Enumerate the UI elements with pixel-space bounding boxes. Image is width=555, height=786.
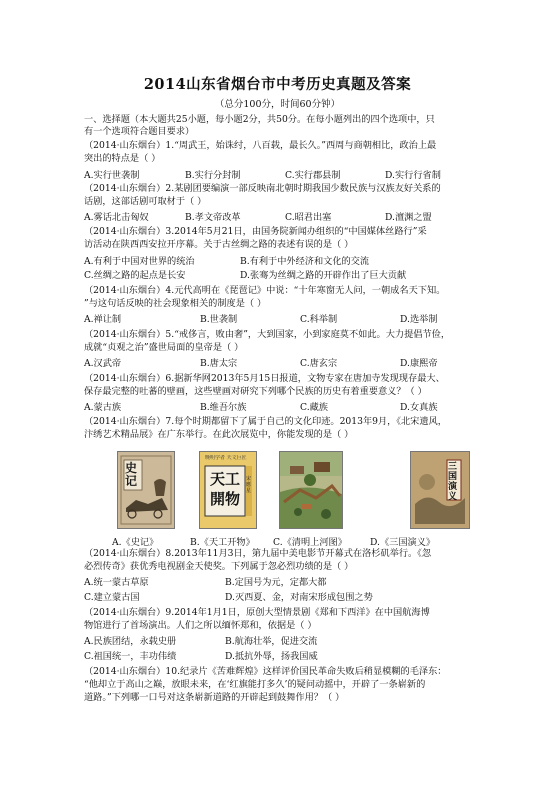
tiangong-top-text: 晚明学者 天文巨匠 <box>205 455 247 461</box>
image-caption-d: D.《三国演义》 <box>370 537 436 548</box>
option-q3-d: D.张骞为丝绸之路的开辟作出了巨大贡献 <box>240 270 407 281</box>
text-line: （2014·山东烟台）10.纪录片《苦难辉煌》这样评价国民革命失败后稍显模糊的毛泽东： <box>84 666 447 677</box>
option-q8-d: D.灭西夏、金，对南宋形成包围之势 <box>225 592 373 603</box>
text-line: 突出的特点是（ ） <box>84 153 161 164</box>
option-q5-a: A.汉武帝 <box>84 358 122 369</box>
option-q9-c: C.祖国统一，丰功伟绩 <box>84 651 177 662</box>
text-line: 一、选择题（本大题共25小题，每小题2分，共50分。在每小题列出的四个选项中，只 <box>84 114 435 125</box>
tiangong-cover-author: 宋應星 <box>246 476 252 494</box>
text-line: （2014·山东烟台）4.元代高明在《琵琶记》中说：“十年寒窗无人问，一朝成名天下知。 <box>84 285 446 296</box>
option-q2-c: C.昭君出塞 <box>285 212 332 223</box>
option-q2-d: D.澶渊之盟 <box>385 212 432 223</box>
shiji-cover-title: 史记 <box>125 461 138 488</box>
option-q9-d: D.抵抗外辱，扬我国威 <box>225 651 318 662</box>
option-q8-b: B.定国号为元，定都大都 <box>225 577 327 588</box>
text-line: 道路。”下列哪一口号对这条崭新道路的开辟起到鼓舞作用？（ ） <box>84 692 345 703</box>
text-line: （2014·山东烟台）6.据新华网2013年5月15日报道，文物专家在唐加寺发现现存最大、 <box>84 373 445 384</box>
text-line: （2014·山东烟台）5.“戒侈言，败由奢”，大到国家，小到家庭莫不如此。大力提倡节俭， <box>84 329 451 340</box>
text-line: （2014·山东烟台）9.2014年1月1日，原创大型情景剧《郑和下西洋》在中国航海博 <box>84 607 430 618</box>
text-line: 成就“贞观之治”盛世局面的皇帝是（ ） <box>84 342 244 353</box>
option-q6-a: A.蒙古族 <box>84 402 122 413</box>
option-q1-d: D.实行行省制 <box>385 170 441 181</box>
option-q4-a: A.禅让制 <box>84 314 122 325</box>
option-q5-b: B.唐太宗 <box>200 358 238 369</box>
option-q3-a: A.有利于中国对世界的统治 <box>84 256 195 267</box>
image-caption-b: B.《天工开物》 <box>190 537 255 548</box>
text-line: （2014·山东烟台）7.每个时期都留下了属于自己的文化印迹。2013年9月，《北宋遗风， <box>84 416 447 427</box>
tiangong-kaiwu-book-image <box>199 451 257 529</box>
text-line: （2014·山东烟台）8.2013年11月3日，第九届中美电影节开幕式在洛杉矶举行。《忽 <box>84 548 432 559</box>
text-line: 必烈传奇》获优秀电视剧金天使奖。下列属于忽必烈功绩的是（ ） <box>84 561 354 572</box>
image-caption-a: A.《史记》 <box>112 537 159 548</box>
option-q4-b: B.世袭制 <box>200 314 238 325</box>
text-line: 访活动在陕西西安拉开序幕。关于古丝绸之路的表述有误的是（ ） <box>84 239 354 250</box>
sanguo-yanyi-book-image <box>410 451 470 529</box>
sanguo-cover-title: 三国演义 <box>448 462 458 502</box>
option-q8-c: C.建立蒙古国 <box>84 592 140 603</box>
text-line: ”与这句话反映的社会现象相关的制度是（ ） <box>84 298 267 309</box>
option-q1-b: B.实行分封制 <box>185 170 241 181</box>
text-line: “他却立于高山之巅，放眼未来，在‘红旗能打多久’的疑问动摇中，开辟了一条崭新的 <box>84 679 426 690</box>
option-q6-c: C.藏族 <box>300 402 328 413</box>
option-q4-c: C.科举制 <box>300 314 338 325</box>
tiangong-cover-title: 天工開物 <box>209 470 240 508</box>
option-q9-b: B.航海壮举，促进交流 <box>225 636 318 647</box>
option-q5-c: C.唐玄宗 <box>300 358 338 369</box>
option-q8-a: A.统一蒙古草原 <box>84 577 149 588</box>
option-q6-d: D.女真族 <box>400 402 438 413</box>
text-line: 物馆进行了首场演出。人们之所以缅怀郑和，依据是（ ） <box>84 620 317 631</box>
page-title: 2014山东省烟台市中考历史真题及答案 <box>143 76 412 93</box>
option-q5-d: D.康熙帝 <box>400 358 438 369</box>
option-q3-b: B.有利于中外经济和文化的交流 <box>240 256 370 267</box>
option-q3-c: C.丝绸之路的起点是长安 <box>84 270 186 281</box>
option-q2-a: A.雾话北击匈奴 <box>84 212 149 223</box>
option-q4-d: D.选举制 <box>400 314 438 325</box>
text-line: （2014·山东烟台）1.“周武王，始诛纣，八百载，最长久。”西周与商朝相比，政治上最 <box>84 140 437 151</box>
image-caption-c: C.《清明上河图》 <box>273 537 347 548</box>
text-line: 保存最完整的吐蕃的壁画，这些壁画对研究下列哪个民族的历史有着重要意义？（ ） <box>84 386 427 397</box>
option-q1-c: C.实行郡县制 <box>285 170 341 181</box>
text-line: （2014·山东烟台）3.2014年5月21日，由国务院新闻办组织的“中国媒体丝路行”采 <box>84 226 427 237</box>
qingming-painting-image <box>279 451 343 529</box>
shiji-book-image <box>117 451 175 529</box>
option-q6-b: B.维吾尔族 <box>200 402 247 413</box>
text-line: 话剧，这部话剧可取材于（ ） <box>84 196 207 207</box>
option-q2-b: B.孝文帝改革 <box>185 212 241 223</box>
page-subtitle: （总分100分，时间60分钟） <box>214 99 341 110</box>
option-q1-a: A.实行世袭制 <box>84 170 140 181</box>
text-line: 汴绣艺术精品展》在广东举行。在此次展览中，你能发现的是（ ） <box>84 429 354 440</box>
text-line: （2014·山东烟台）2.某剧团要编演一部反映南北朝时期我国少数民族与汉族友好关系的 <box>84 183 441 194</box>
text-line: 有一个选项符合题目要求） <box>84 126 195 137</box>
option-q9-a: A.民族团结，永载史册 <box>84 636 177 647</box>
